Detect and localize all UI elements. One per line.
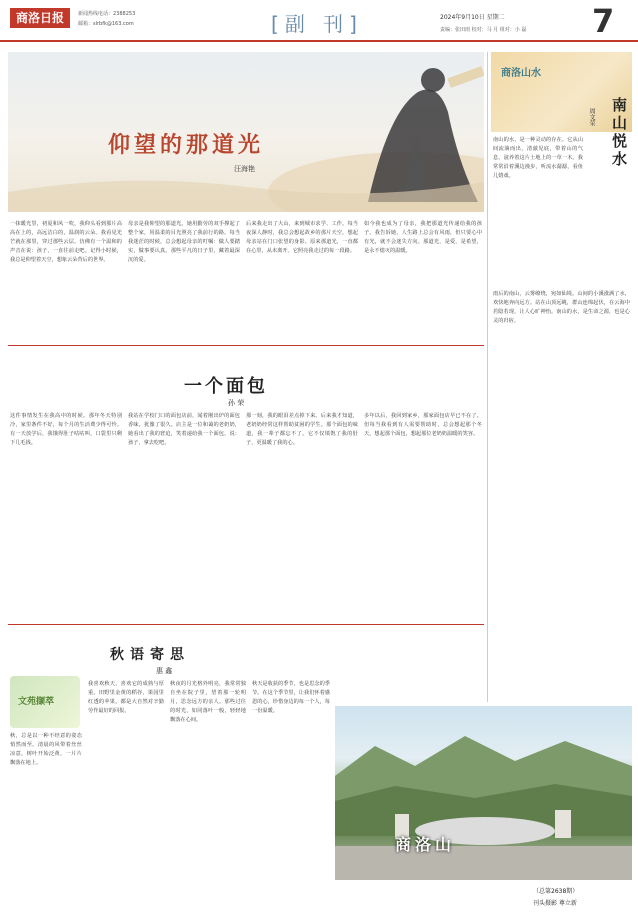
main-article-col3: 后来我走出了大山，来到城市求学、工作。每当夜深人静时，我总会想起故乡的那片天空，想起母亲站在门口张望的身影。原来那道光，一直都在心里，从未离开。它照亮我走过的每一段路。 [246, 221, 358, 255]
literature-badge-text: 文苑撷萃 [18, 697, 55, 707]
main-article-title: 仰望的那道光 [108, 132, 265, 158]
second-article-col4: 多年以后，我回到家乡，那家面包店早已不在了。但每当我看到有人需要帮助时，总会想起那个冬天，想起那个面包，想起那位老奶奶温暖的笑容。 [364, 413, 482, 438]
second-article-title: 一个面包 [184, 376, 268, 397]
hero-illustration [8, 52, 484, 212]
literature-badge [10, 676, 80, 728]
third-article-author: 惠 鑫 [156, 667, 173, 675]
editor-credits: 责编：张田雨 校对：马 月 组对：小 磊 [440, 27, 527, 33]
hotline-text: 新闻热线电话：2388253 [78, 11, 136, 17]
right-poster-text: 商洛山水 [501, 68, 541, 79]
landscape-artwork [335, 706, 632, 880]
main-article-col2: 母亲是我仰望的那道光。她用勤劳的双手撑起了整个家，用温柔的目光照亮了我前行的路。每当我迷茫的时候，总会想起母亲的叮嘱：做人要踏实，做事要认真。那些平凡的日子里，藏着最深沉的爱。 [128, 221, 240, 264]
third-article-col3: 秋夜的月光格外明亮，我常常独自坐在院子里，望着那一轮明月，思念远方的亲人。那些过往的时光，如同落叶一般，轻轻地飘落在心间。 [170, 681, 246, 724]
third-article-col1: 秋，总是以一种不经意的姿态悄然而至。清晨的风带着丝丝凉意，树叶开始泛黄，一片片飘落在地上。 [10, 733, 82, 767]
main-article-col4: 如今我也成为了母亲，我把那道光传递给我的孩子。我告诉她，人生路上总会有风雨，但只要心中有光，就不会迷失方向。那道光，是爱，是希望，是永不熄灭的温暖。 [364, 221, 482, 255]
total-issue: （总第2638期） [533, 888, 579, 895]
right-article-title: 南山悦水 [610, 97, 628, 169]
second-article-col1: 这件事情发生在我高中的时候。那年冬天特别冷，家里条件不好，每个月的生活费少得可怜。有一天放学后，我饿得肚子咕咕叫，口袋里只剩下几毛钱。 [10, 413, 122, 447]
issue-date: 2024年9月10日 星期二 [440, 14, 505, 21]
right-article-intro: 南山的水，是一种灵动的存在。它从山间流淌而出，清澈见底，带着山的气息，滋养着这片土地上的一草一木。我常常沿着溪边漫步，听流水潺潺，看鱼儿嬉戏。 [493, 137, 583, 180]
second-article-author: 孙 荣 [228, 399, 245, 407]
third-article-title: 秋语寄思 [110, 647, 190, 663]
article-divider [8, 345, 484, 346]
third-article-col2: 我喜欢秋天，喜欢它的成熟与厚重。田野里金黄的稻谷，果园里红透的苹果，都是大自然对辛勤劳作最好的回报。 [88, 681, 164, 715]
column-separator [487, 52, 488, 702]
article-divider-2 [8, 624, 484, 625]
third-article-col4: 秋天是收获的季节，也是思念的季节。在这个季节里，让我们怀着感恩的心，珍惜身边的每一个人，每一份温暖。 [252, 681, 330, 715]
main-article-col1: 一抹暖光里，初夏和风一吹，我仰头看到那片高高在上的，高远洁白的，温润的云朵。我看见光芒就在那里，穿过那些云层。仿佛有一个温和的声音在说：孩子，一直往前走吧。记得小时候，我总是仰望着天空，想象云朵背后的世界。 [10, 221, 122, 264]
right-article-body: 雨后的南山，云雾缭绕，宛如仙境。山间的小溪涨满了水，欢快地奔向远方。站在山顶远眺，群山连绵起伏，在云海中若隐若现，让人心旷神怡。南山的水，是生命之源，也是心灵的归宿。 [493, 291, 630, 325]
photo-caption-area [335, 880, 632, 912]
page-header [0, 0, 638, 42]
main-article-author: 汪海艳 [234, 165, 255, 173]
second-article-col2: 我站在学校门口的面包店前，闻着刚出炉的面包香味，犹豫了很久。店主是一位和蔼的老奶奶，她看出了我的窘迫，笑着递给我一个面包，说：孩子，拿去吃吧。 [128, 413, 240, 447]
newspaper-logo: 商洛日报 [10, 8, 70, 28]
landscape-photo [335, 706, 632, 880]
section-title: [副 刊] [271, 12, 363, 36]
page-number: 7 [592, 2, 615, 40]
email-text: 邮箱：slrbfk@163.com [78, 21, 134, 27]
right-article-author: 周文荣 [588, 108, 595, 126]
photo-title: 商洛山 [395, 835, 456, 854]
photo-credit: 刊头摄影 尊立新 [533, 900, 577, 907]
second-article-col3: 那一刻，我的眼泪差点掉下来。后来我才知道，老奶奶经常这样帮助贫困的学生。那个面包的味道，我一辈子都忘不了。它不仅填饱了我的肚子，更温暖了我的心。 [246, 413, 358, 447]
